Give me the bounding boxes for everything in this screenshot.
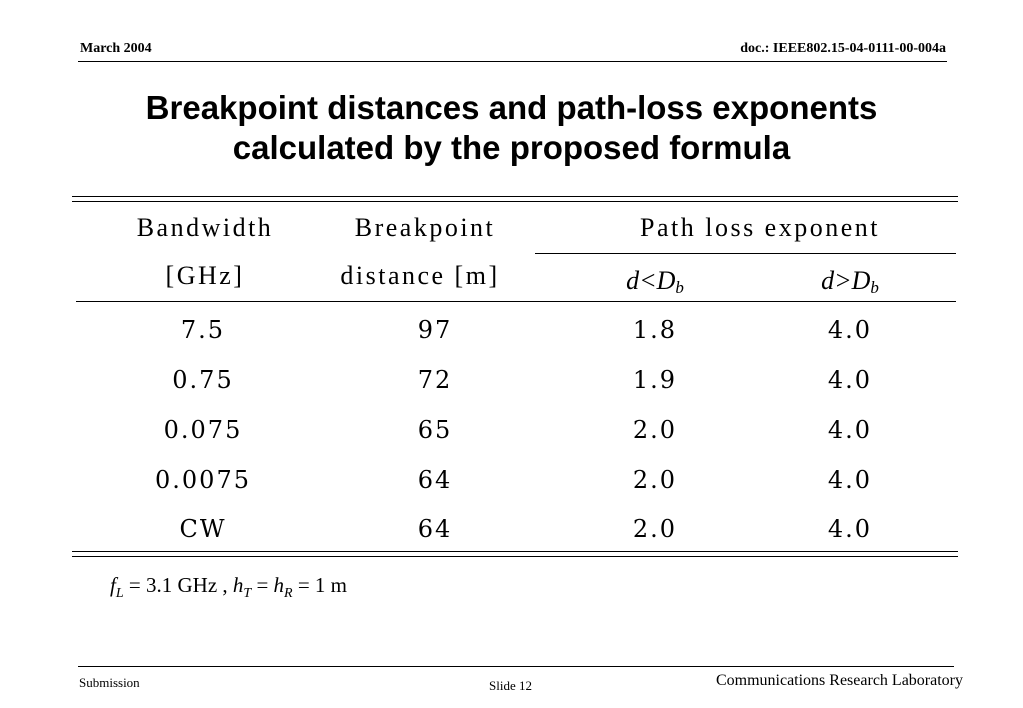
col-header-bandwidth-unit: [GHz] [165,261,245,290]
sub-R: R [284,586,293,602]
cell-bandwidth: 0.75 [172,366,234,394]
slide-title-line2: calculated by the proposed formula [232,129,791,166]
cell-bandwidth: 0.075 [163,416,243,444]
cell-bandwidth: 7.5 [180,316,226,344]
header-doc-id: doc.: IEEE802.15-04-0111-00-004a [740,41,946,56]
var-D: D [656,266,676,295]
table-bottom-rule-2 [72,556,958,557]
cell-exponent-lt: 2.0 [632,515,678,543]
cell-exponent-gt: 4.0 [827,366,873,394]
header-rule [78,61,947,62]
col-header-d-less-than-db [560,266,750,303]
cell-distance: 72 [417,366,453,394]
footer-organization: Communications Research Laboratory [715,672,963,689]
header-date: March 2004 [80,41,152,56]
cell-distance: 64 [417,466,453,494]
table-top-rule-1 [72,196,958,197]
cell-exponent-lt: 2.0 [632,466,678,494]
col-header-bandwidth: Bandwidth [136,213,274,242]
var-f: f [110,573,116,597]
footer-rule [78,666,954,667]
var-d: d [821,266,835,295]
op-lt: < [639,266,657,295]
slide-title [0,88,1023,168]
table-footnote [110,573,347,602]
cell-bandwidth: 0.0075 [155,466,251,494]
var-d: d [626,266,640,295]
table-top-rule-2 [72,201,958,202]
footer-submission: Submission [79,675,140,690]
sub-L: L [115,586,124,602]
cell-exponent-lt: 1.9 [632,366,678,394]
cell-exponent-lt: 1.8 [632,316,678,344]
cell-exponent-gt: 4.0 [827,316,873,344]
sub-T: T [243,586,252,602]
cell-exponent-gt: 4.0 [827,466,873,494]
f-value: = 3.1 GHz , [123,573,233,597]
var-h: h [232,573,244,597]
cell-distance: 97 [417,316,453,344]
col-header-breakpoint-unit: distance [m] [340,261,500,290]
op-gt: > [834,266,852,295]
cell-bandwidth: CW [179,515,227,543]
sub-b: b [675,278,684,297]
col-header-breakpoint: Breakpoint [354,213,496,242]
var-D: D [851,266,871,295]
exponent-group-rule [535,253,956,254]
col-header-path-loss-exponent: Path loss exponent [640,213,880,242]
cell-distance: 64 [417,515,453,543]
slide-title-line1: Breakpoint distances and path-loss exponents [145,89,878,126]
cell-exponent-lt: 2.0 [632,416,678,444]
var-h2: h [273,573,285,597]
cell-distance: 65 [417,416,453,444]
table-bottom-rule-1 [72,551,958,552]
sub-b: b [870,278,879,297]
h-value: = 1 m [292,573,348,597]
cell-exponent-gt: 4.0 [827,515,873,543]
col-header-d-greater-than-db [755,266,945,303]
footer-slide-number: Slide 12 [489,678,532,693]
cell-exponent-gt: 4.0 [827,416,873,444]
equals: = [251,573,274,597]
